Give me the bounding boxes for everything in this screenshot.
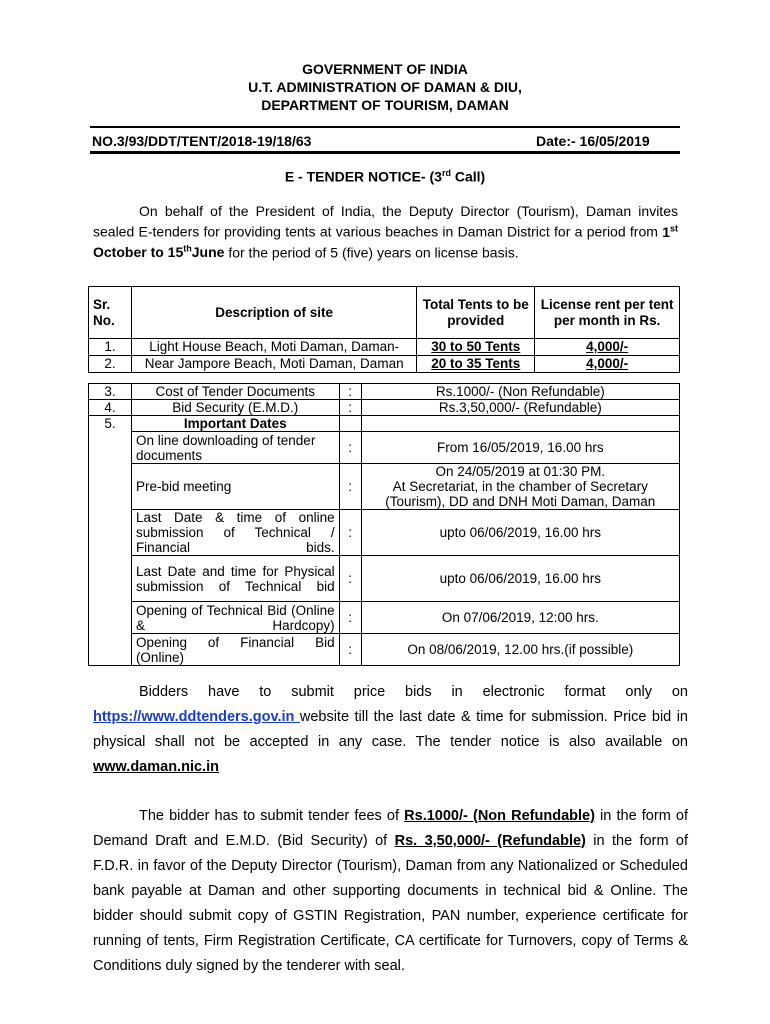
table-row xyxy=(89,510,680,556)
daman-nic-link[interactable]: www.daman.nic.in xyxy=(93,759,219,775)
header-total-tents: Total Tents to be provided xyxy=(417,287,535,339)
notice-title: E - TENDER NOTICE- (3rd Call) xyxy=(284,168,486,185)
row-tents: 30 to 50 Tents xyxy=(417,339,535,356)
row-label: Opening of Technical Bid (Online & Hardcopy) xyxy=(131,602,339,634)
table-row xyxy=(89,634,680,666)
table-row xyxy=(89,464,680,510)
row-sr-empty xyxy=(89,432,132,464)
row-value: On 07/06/2019, 12:00 hrs. xyxy=(361,602,679,634)
row-sr: 5. xyxy=(89,416,132,432)
header-license-rent: License rent per tent per month in Rs. xyxy=(535,287,680,339)
reference-number: NO.3/93/DDT/TENT/2018-19/18/63 xyxy=(92,133,312,149)
row-sr-empty xyxy=(89,464,132,510)
row-value: Rs.1000/- (Non Refundable) xyxy=(361,384,679,400)
row-sr-empty xyxy=(89,602,132,634)
table-row xyxy=(89,339,680,356)
table-row xyxy=(89,400,680,416)
row-sr: 1. xyxy=(89,339,132,356)
row-value: From 16/05/2019, 16.00 hrs xyxy=(361,432,679,464)
row-label: Pre-bid meeting xyxy=(131,464,339,510)
table-row xyxy=(89,602,680,634)
row-label: Bid Security (E.M.D.) xyxy=(131,400,339,416)
row-label: Last Date and time for Physical submission of Technical bid xyxy=(131,556,339,602)
row-value: Rs.3,50,000/- (Refundable) xyxy=(361,400,679,416)
row-sr-empty xyxy=(89,510,132,556)
row-sr-empty xyxy=(89,634,132,666)
row-value: upto 06/06/2019, 16.00 hrs xyxy=(361,510,679,556)
important-dates-heading: Important Dates xyxy=(131,416,339,432)
row-colon: : xyxy=(339,510,361,556)
sites-table xyxy=(88,286,680,373)
intro-paragraph: On behalf of the President of India, the Deputy Director (Tourism), Daman invites sealed E-tenders for providing tents at various beaches in Daman District for a period from 1st October to 15thJune for the period of 5 (five) years on license basis. xyxy=(93,203,678,261)
row-tents: 20 to 35 Tents xyxy=(417,356,535,373)
submission-paragraph: Bidders have to submit price bids in electronic format only on https://www.ddtenders.gov.in website till the last date & time for submission. Price bid in physical shall not be accepted in any case. The tender notice is also available on www.daman.nic.in xyxy=(93,680,688,780)
row-value: On 24/05/2019 at 01:30 PM. At Secretariat, in the chamber of Secretary (Tourism), DD and DNH Moti Daman, Daman xyxy=(361,464,679,510)
emd-amount: Rs. 3,50,000/- (Refundable) xyxy=(394,833,586,849)
row-label: Opening of Financial Bid (Online) xyxy=(131,634,339,666)
row-rent: 4,000/- xyxy=(535,339,680,356)
details-table xyxy=(88,383,680,666)
header-line-2: U.T. ADMINISTRATION OF DAMAN & DIU, xyxy=(248,79,522,95)
row-label: Cost of Tender Documents xyxy=(131,384,339,400)
row-value: upto 06/06/2019, 16.00 hrs xyxy=(361,556,679,602)
row-sr: 2. xyxy=(89,356,132,373)
spread-line: Bidders have to submit price bids in electronic format only on xyxy=(139,684,688,700)
sites-header-row xyxy=(89,287,680,339)
row-sr: 4. xyxy=(89,400,132,416)
row-colon: : xyxy=(339,432,361,464)
table-row xyxy=(89,556,680,602)
table-row xyxy=(89,432,680,464)
tender-fee-amount: Rs.1000/- (Non Refundable) xyxy=(404,808,595,824)
header-sr-no: Sr. No. xyxy=(89,287,132,339)
row-sr: 3. xyxy=(89,384,132,400)
row-colon: : xyxy=(339,634,361,666)
fees-paragraph: The bidder has to submit tender fees of Rs.1000/- (Non Refundable) in the form of Demand Draft and E.M.D. (Bid Security) of Rs. 3,50,000/- (Refundable) in the form of F.D.R. in favor of the Deputy Director (Tourism), Daman from any Nationalized or Scheduled bank payable at Daman and other supporting documents in technical bid & Online. The bidder should submit copy of GSTIN Registration, PAN number, experience certificate for running of tents, Firm Registration Certificate, CA certificate for Turnovers, copy of Terms & Conditions duly signed by the tenderer with seal. xyxy=(93,808,689,974)
row-site: Light House Beach, Moti Daman, Daman- xyxy=(131,339,416,356)
row-value-empty xyxy=(361,416,679,432)
row-colon-empty xyxy=(339,416,361,432)
notice-date: Date:- 16/05/2019 xyxy=(536,133,650,149)
row-site: Near Jampore Beach, Moti Daman, Daman xyxy=(131,356,416,373)
row-value: On 08/06/2019, 12.00 hrs.(if possible) xyxy=(361,634,679,666)
rule-bottom xyxy=(90,151,680,154)
header-line-1: GOVERNMENT OF INDIA xyxy=(302,61,468,77)
table-row xyxy=(89,416,680,432)
row-colon: : xyxy=(339,400,361,416)
row-colon: : xyxy=(339,464,361,510)
row-label: Last Date & time of online submission of Technical / Financial bids. xyxy=(131,510,339,556)
header-description: Description of site xyxy=(131,287,416,339)
row-rent: 4,000/- xyxy=(535,356,680,373)
rule-top xyxy=(90,126,680,128)
table-row xyxy=(89,356,680,373)
ddtenders-link[interactable]: https://www.ddtenders.gov.in xyxy=(93,709,300,725)
row-label: On line downloading of tender documents xyxy=(131,432,339,464)
table-row xyxy=(89,384,680,400)
row-colon: : xyxy=(339,384,361,400)
row-sr-empty xyxy=(89,556,132,602)
header-line-3: DEPARTMENT OF TOURISM, DAMAN xyxy=(261,97,509,113)
row-colon: : xyxy=(339,602,361,634)
row-colon: : xyxy=(339,556,361,602)
